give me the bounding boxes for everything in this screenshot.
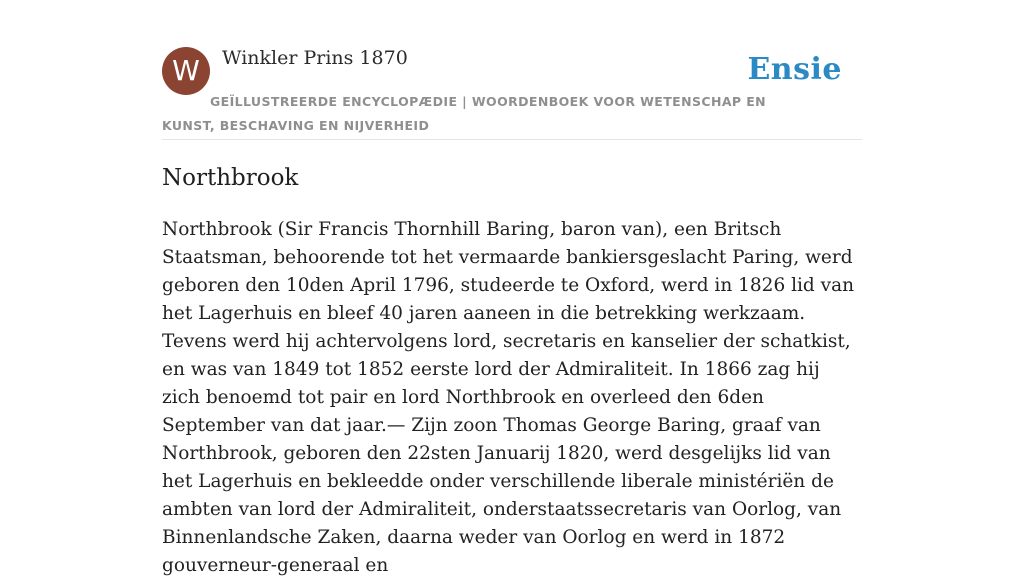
source-title-link[interactable]: Winkler Prins 1870 (222, 47, 408, 69)
source-subtitle: GEÏLLUSTREERDE ENCYCLOPÆDIE | WOORDENBOEK VOOR WETENSCHAP EN KUNST, BESCHAVING EN NIJVERHEID (162, 94, 767, 133)
entry-title: Northbrook (162, 165, 299, 191)
ensie-logo[interactable]: Ensie (747, 52, 842, 87)
source-avatar[interactable]: W (162, 47, 210, 95)
entry-body-text: Northbrook (Sir Francis Thornhill Baring, baron van), een Britsch Staatsman, behoorende tot het vermaarde bankiersgeslacht Paring, werd geboren den 10den April 1796, studeerde te Oxford, werd in 1826 lid van het Lagerhuis en bleef 40 jaren aaneen in die betrekking werkzaam. Tevens werd hij achtervolgens lord, secretaris en kanselier der schatkist, en was van 1849 tot 1852 eerste lord der Admiraliteit. In 1866 zag hij zich benoemd tot pair en lord Northbrook en overleed den 6den September van dat jaar.— Zijn zoon Thomas George Baring, graaf van Northbrook, geboren den 22sten Januarij 1820, werd desgelijks lid van het Lagerhuis en bekleedde onder verschillende liberale ministériën de ambten van lord der Admiraliteit, onderstaatssecretaris van Oorlog, van Binnenlandsche Zaken, daarna weder van Oorlog en werd in 1872 gouverneur-generaal en (162, 219, 855, 576)
source-header (162, 46, 862, 140)
